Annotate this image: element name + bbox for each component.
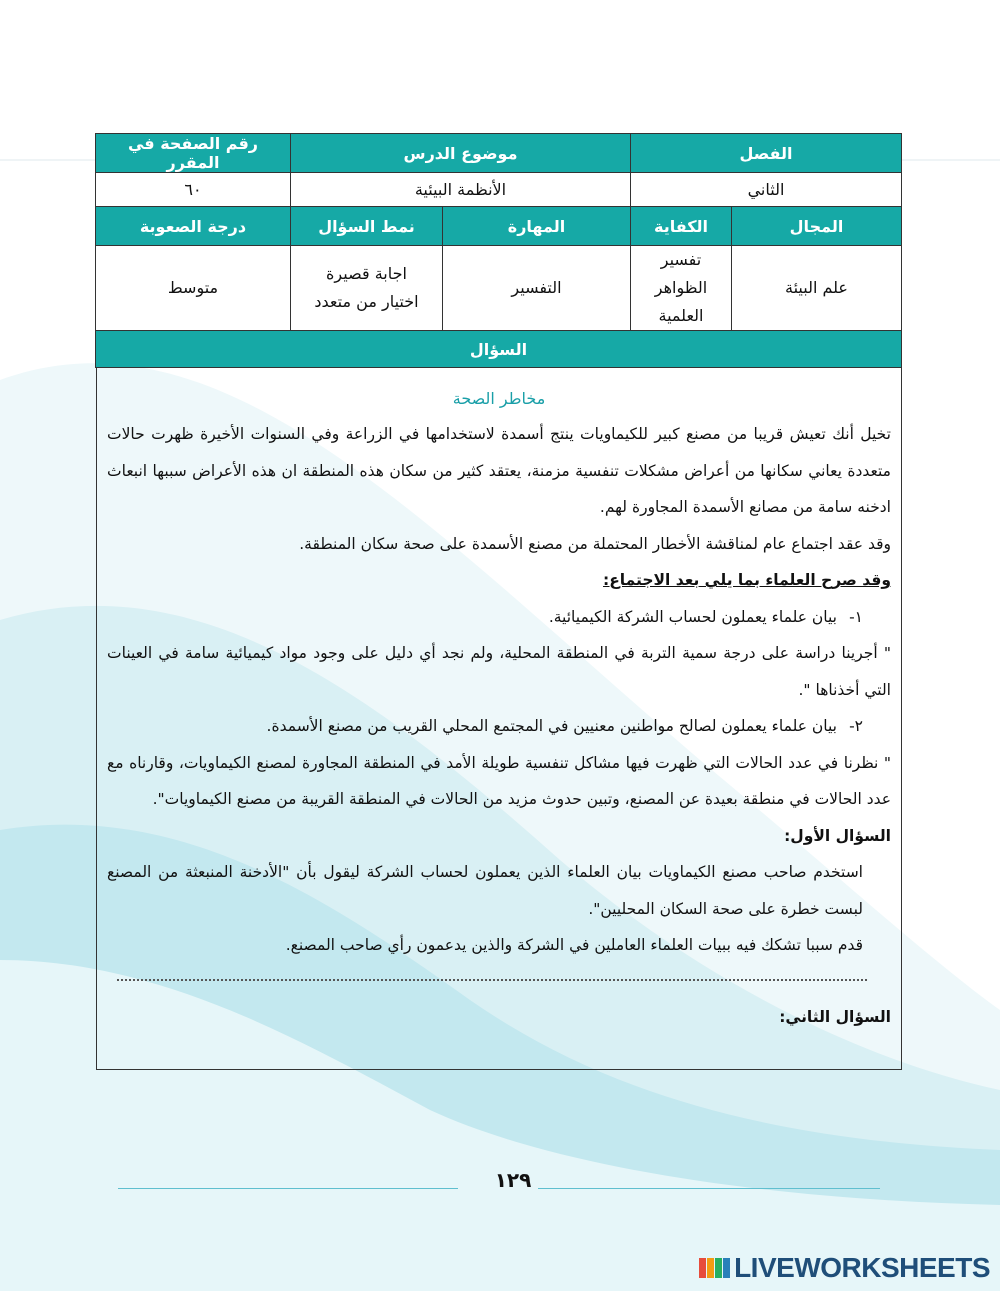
topic-label: موضوع الدرس [290, 134, 630, 173]
brand-bar-2 [707, 1258, 714, 1278]
footer-line-right [538, 1188, 880, 1189]
question-1-text: استخدم صاحب مصنع الكيماويات بيان العلماء الذين يعملون لحساب الشركة ليقول بأن "الأدخنة المنبعثة من المصنع لبست خطرة على صحة السكان المحليين". [107, 863, 863, 918]
question-2-label: السؤال الثاني: [779, 1007, 891, 1026]
question-type-label: نمط السؤال [290, 207, 442, 246]
page-footer [118, 1168, 880, 1208]
competency-value: تفسير الظواهر العلمية [631, 246, 732, 331]
statement-2 [107, 708, 891, 745]
meeting-paragraph: وقد عقد اجتماع عام لمناقشة الأخطار المحتملة من مصنع الأسمدة على صحة سكان المنطقة. [299, 534, 891, 553]
brand-icon [699, 1258, 730, 1278]
statement-2-text: بيان علماء يعملون لصالح مواطنين معنيين في المجتمع المحلي القريب من مصنع الأسمدة. [266, 717, 837, 735]
statement-2-number: ٢- [849, 717, 863, 735]
difficulty-value: متوسط [95, 246, 290, 331]
domain-label: المجال [732, 207, 902, 246]
brand-bar-1 [699, 1258, 706, 1278]
chapter-label: الفصل [631, 134, 902, 173]
scenario-paragraph: تخيل أنك تعيش قريبا من مصنع كبير للكيماويات ينتج أسمدة لاستخدامها في الزراعة وفي السنوات الأخيرة ظهرت حالات متعددة يعاني سكانها من أعراض مشكلات تنفسية مزمنة، يعتقد كثير من سكان هذه المنطقة ان هذه الأعراض سببها انبعاث ادخنه سامة من مصانع الأسمدة المجاورة لهم. [107, 425, 891, 516]
answer-line[interactable] [117, 978, 867, 981]
question-1-label: السؤال الأول: [784, 826, 891, 845]
question-body [96, 368, 902, 1070]
page-value: ٦٠ [95, 173, 290, 207]
question-1-task: قدم سببا تشكك فيه ببيات العلماء العاملين في الشركة والذين يدعمون رأي صاحب المصنع. [285, 936, 863, 954]
question-type-value [290, 246, 442, 331]
topic-value: الأنظمة البيئية [290, 173, 630, 207]
domain-value: علم البيئة [732, 246, 902, 331]
header-table [95, 133, 902, 368]
question-type-line-1: اجابة قصيرة [326, 264, 407, 283]
brand-bar-3 [715, 1258, 722, 1278]
brand-bar-4 [723, 1258, 730, 1278]
difficulty-label: درجة الصعوبة [95, 207, 290, 246]
worksheet [96, 133, 902, 1070]
page-number: ١٢٩ [494, 1168, 532, 1192]
question-header: السؤال [95, 331, 901, 368]
question-type-line-2: اختيار من متعدد [314, 292, 419, 311]
competency-label: الكفاية [631, 207, 732, 246]
skill-label: المهارة [443, 207, 631, 246]
footer-line-left [118, 1188, 458, 1189]
page-label: رقم الصفحة في المقرر [95, 134, 290, 173]
statement-2-quote: " نظرنا في عدد الحالات التي ظهرت فيها مشاكل تنفسية طويلة الأمد في المنطقة المجاورة لمصنع الكيماويات، وقارناه مع عدد الحالات في منطقة بعيدة عن المصنع، وتبين حدوث مزيد من الحالات في المنطقة القريبة من مصنع الكيماويات". [107, 753, 891, 808]
statement-1-text: بيان علماء يعملون لحساب الشركة الكيميائية. [548, 607, 837, 626]
skill-value: التفسير [443, 246, 631, 331]
question-title: مخاطر الصحة [452, 389, 546, 408]
liveworksheets-logo[interactable] [699, 1253, 990, 1283]
statement-1-number: ١- [849, 607, 863, 626]
brand-name: LIVEWORKSHEETS [734, 1252, 990, 1283]
statement-1 [107, 599, 891, 636]
chapter-value: الثاني [631, 173, 902, 207]
statements-heading: وقد صرح العلماء بما يلي بعد الاجتماع: [603, 571, 891, 589]
statement-1-quote: " أجرينا دراسة على درجة سمية التربة في المنطقة المحلية، ولم نجد أي دليل على وجود مواد كيميائية سامة في العينات التي أخذناها ". [107, 644, 891, 699]
